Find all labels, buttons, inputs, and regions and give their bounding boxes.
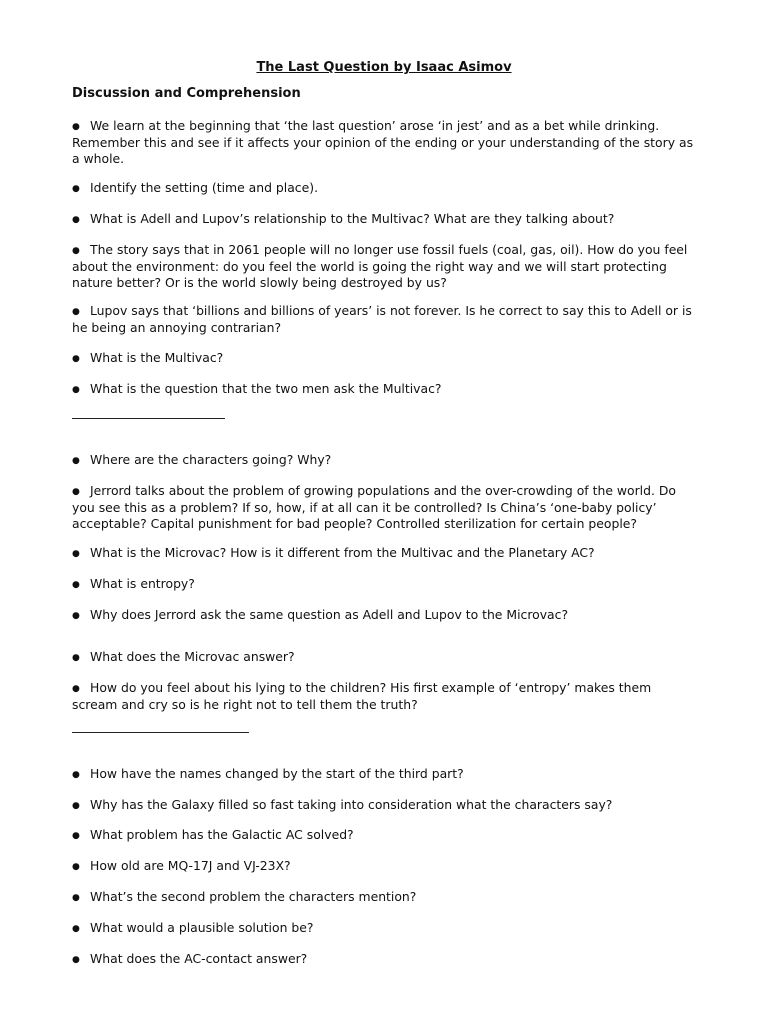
question-item [72, 483, 696, 532]
question-text: What problem has the Galactic AC solved? [90, 827, 354, 842]
bullet-icon: ● [72, 580, 80, 590]
bullet-icon: ● [72, 215, 80, 225]
question-text: Lupov says that ‘billions and billions of years’ is not forever. Is he correct to say this to Adell or is he being an annoying contrarian? [72, 303, 692, 335]
question-text: Identify the setting (time and place). [90, 180, 319, 195]
question-item [72, 607, 696, 624]
bullet-icon: ● [72, 770, 80, 780]
question-item [72, 889, 696, 906]
bullet-icon: ● [72, 385, 80, 395]
question-item [72, 797, 696, 814]
question-item [72, 242, 696, 291]
question-item [72, 920, 696, 937]
bullet-icon: ● [72, 653, 80, 663]
question-text: Jerrord talks about the problem of growing populations and the over-crowding of the world. Do you see this as a problem? If so, how, if at all can it be controlled? Is China’s ‘one-baby policy’ acceptable? Capital punishment for bad people? Controlled sterilization for certain people? [72, 483, 676, 531]
bullet-icon: ● [72, 246, 80, 256]
bullet-icon: ● [72, 354, 80, 364]
question-item [72, 303, 696, 336]
question-item [72, 180, 696, 197]
question-text: What is the Multivac? [90, 350, 224, 365]
question-text: What does the Microvac answer? [90, 649, 295, 664]
bullet-icon: ● [72, 801, 80, 811]
section-divider [72, 418, 225, 419]
question-text: What is the question that the two men ask the Multivac? [90, 381, 442, 396]
question-item [72, 680, 696, 713]
question-item [72, 649, 696, 666]
document-title: The Last Question by Isaac Asimov [256, 60, 512, 75]
question-text: How old are MQ-17J and VJ-23X? [90, 858, 291, 873]
question-text: What is Adell and Lupov’s relationship to the Multivac? What are they talking about? [90, 211, 615, 226]
question-item [72, 381, 696, 398]
question-item [72, 545, 696, 562]
question-text: What would a plausible solution be? [90, 920, 314, 935]
question-text: Why has the Galaxy filled so fast taking into consideration what the characters say? [90, 797, 613, 812]
question-text: What does the AC-contact answer? [90, 951, 308, 966]
bullet-icon: ● [72, 893, 80, 903]
question-item [72, 951, 696, 968]
bullet-icon: ● [72, 184, 80, 194]
question-text: Where are the characters going? Why? [90, 452, 332, 467]
bullet-icon: ● [72, 955, 80, 965]
section-divider [72, 732, 249, 733]
question-text: Why does Jerrord ask the same question as Adell and Lupov to the Microvac? [90, 607, 569, 622]
question-text: How have the names changed by the start of the third part? [90, 766, 464, 781]
bullet-icon: ● [72, 456, 80, 466]
question-text: How do you feel about his lying to the children? His first example of ‘entropy’ makes them scream and cry so is he right not to tell them the truth? [72, 680, 652, 712]
question-text: We learn at the beginning that ‘the last question’ arose ‘in jest’ and as a bet while drinking. Remember this and see if it affects your opinion of the ending or your understanding of the story as a whole. [72, 118, 694, 166]
question-item [72, 827, 696, 844]
bullet-icon: ● [72, 487, 80, 497]
question-text: What is the Microvac? How is it different from the Multivac and the Planetary AC? [90, 545, 595, 560]
bullet-icon: ● [72, 611, 80, 621]
bullet-icon: ● [72, 307, 80, 317]
bullet-icon: ● [72, 122, 80, 132]
question-item [72, 211, 696, 228]
bullet-icon: ● [72, 862, 80, 872]
question-item [72, 766, 696, 783]
question-item [72, 118, 696, 167]
question-text: What’s the second problem the characters mention? [90, 889, 417, 904]
question-item [72, 452, 696, 469]
bullet-icon: ● [72, 924, 80, 934]
question-item [72, 858, 696, 875]
bullet-icon: ● [72, 684, 80, 694]
question-text: The story says that in 2061 people will no longer use fossil fuels (coal, gas, oil). How do you feel about the environment: do you feel the world is going the right way and we will start protecting nature better? Or is the world slowly being destroyed by us? [72, 242, 688, 290]
question-text: What is entropy? [90, 576, 195, 591]
question-item [72, 350, 696, 367]
section-heading: Discussion and Comprehension [72, 86, 301, 101]
question-item [72, 576, 696, 593]
bullet-icon: ● [72, 549, 80, 559]
bullet-icon: ● [72, 831, 80, 841]
